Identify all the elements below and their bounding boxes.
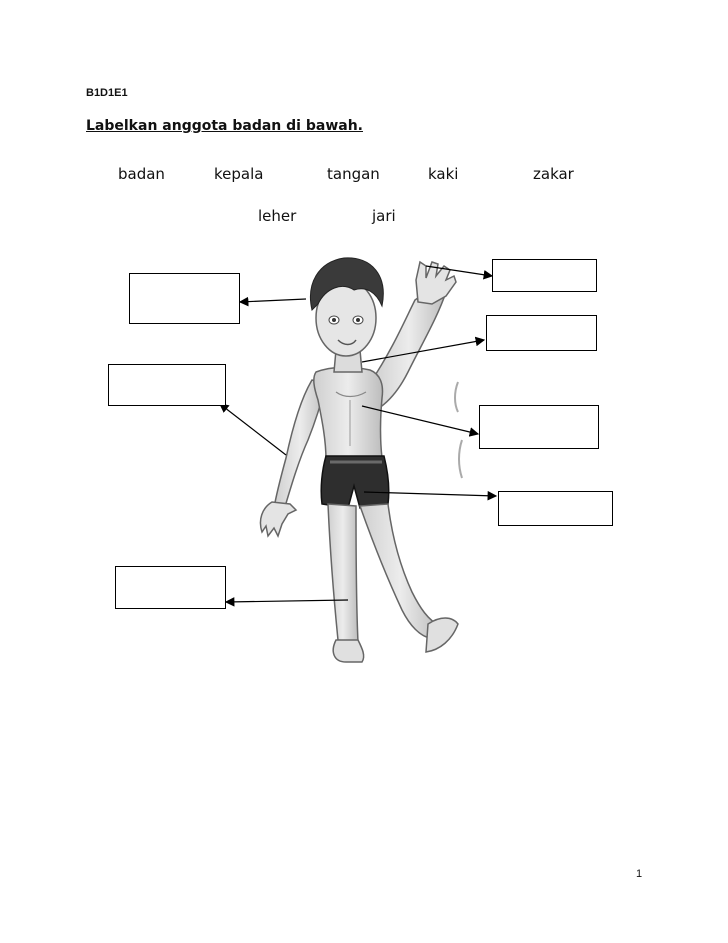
lowered-hand (260, 502, 296, 536)
raised-leg (360, 504, 440, 638)
answer-box-leg[interactable] (115, 566, 226, 609)
word-kepala: kepala (214, 165, 264, 183)
word-leher: leher (258, 207, 297, 225)
word-tangan: tangan (327, 165, 380, 183)
answer-box-penis[interactable] (498, 491, 613, 526)
answer-box-head[interactable] (129, 273, 240, 324)
answer-box-arm[interactable] (108, 364, 226, 406)
raised-foot (426, 618, 458, 652)
standing-foot (333, 640, 363, 662)
torso (314, 367, 383, 460)
word-badan: badan (118, 165, 165, 183)
answer-box-neck[interactable] (486, 315, 597, 351)
swim-shorts (321, 456, 389, 508)
instruction-title: Labelkan anggota badan di bawah. (86, 118, 363, 134)
answer-box-fingers[interactable] (492, 259, 597, 292)
arrow-to-leg-box (226, 600, 348, 602)
raised-hand (416, 262, 456, 304)
arrow-to-head-box (240, 299, 306, 302)
page-number: 1 (636, 868, 643, 880)
arrow-to-arm-box (220, 404, 286, 455)
standing-leg (328, 504, 358, 642)
word-zakar: zakar (533, 165, 574, 183)
word-kaki: kaki (428, 165, 459, 183)
answer-box-body[interactable] (479, 405, 599, 449)
worksheet-code: B1D1E1 (86, 87, 128, 99)
word-jari: jari (372, 207, 396, 225)
